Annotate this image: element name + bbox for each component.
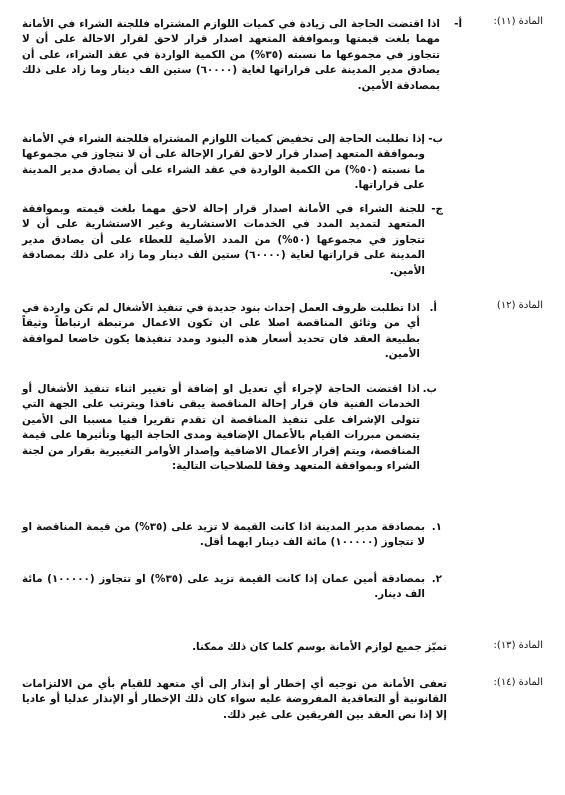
article-12-subitem-1-text: بمصادقة مدير المدينة اذا كانت القيمة لا تزيد على (٣٥%) من قيمة المناقصة او لا تتجاوز (١٠٠٠٠٠) مائة الف دينار ايهما أقل. xyxy=(22,521,425,549)
article-11-item-c-marker: ج- xyxy=(431,203,443,215)
article-14-text: تعفى الأمانة من توجيه أي إخطار أو إنذار إلى أي متعهد للقيام بأي من الالتزامات القانونية أو التعاقدية المفروضة عليه سواء كان ذلك الإخطار أو الإنذار عدليا أو عاديا إلا إذا نص العقد بين الفريقين على غير ذلك. xyxy=(22,678,447,721)
article-12-item-a-text: اذا تطلبت ظروف العمل إحداث بنود جديدة في تنفيذ الأشغال لم تكن واردة في أي من وثائق المناقصة اصلا على ان تكون الاعمال مرتبطة ارتباطاً وثيقاً بطبيعة العقد فان تحديد أسعار هذه البنود ومدد تنفيذها يكون خاضعا لموافقة الأمين. xyxy=(22,302,420,361)
article-11-label: المادة (١١): xyxy=(493,16,543,27)
article-11-item-b-marker: ب- xyxy=(428,133,443,145)
article-12-subitem-1-number: ١. xyxy=(431,521,442,533)
article-13-label: المادة (١٣): xyxy=(493,640,543,651)
article-11-item-a-text: اذا اقتضت الحاجة الى زيادة في كميات اللوازم المشتراه فللجنة الشراء في الأمانة مهما بلغت قيمتها وبموافقة المتعهد اصدار قرار لاحق لقرار الاحالة على أن لا تتجاوز في مجموعها ما نسبته (٣٥%) من الكمية الواردة في عقد الشراء، على أن يصادق مدير المدينة على قراراتها لغاية (٦٠٠٠٠) ستين الف دينار وما زاد على ذلك بمصادقة الأمين. xyxy=(22,18,441,92)
article-12-item-a-marker: أ. xyxy=(429,302,437,314)
article-11-item-c-text: للجنة الشراء في الأمانة اصدار قرار إحالة لاحق مهما بلغت قيمته وبموافقة المتعهد لتمديد المدد في الخدمات الاستشارية وغير الاستشارية على أن لا تتجاوز في مجموعها (٥٠%) من المدد الأصلية للعطاء على أن يصادق مدير المدينة على قراراتها لغاية (٦٠٠٠٠) ستين الف دينار وما زاد على ذلك بمصادقة الأمين. xyxy=(22,203,425,277)
article-12-subitem-2-number: ٢. xyxy=(431,573,442,585)
article-12-subitem-2-text: بمصادقة أمين عمان إذا كانت القيمة تزيد على (٣٥%) او تتجاوز (١٠٠٠٠٠) مائة الف دينار. xyxy=(22,573,425,601)
article-12-label: المادة (١٢) xyxy=(496,300,543,311)
article-11-item-b-text: إذا تطلبت الحاجة إلى تخفيض كميات اللوازم المشتراه فللجنة الشراء في الأمانة وبموافقة المتعهد إصدار قرار لاحق لقرار الإحالة على أن لا تتجاوز في مجموعها ما نسبته (٥٠%) من الكمية الواردة في عقد الشراء على أن يصادق مدير المدينة على قراراتها. xyxy=(22,133,425,192)
article-14-label: المادة (١٤): xyxy=(493,677,543,688)
article-12-item-b-marker: ب. xyxy=(422,383,437,395)
article-11-item-a-marker: أ- xyxy=(454,18,462,30)
article-12-item-b-text: اذا اقتضت الحاجة لإجراء أي تعديل او إضافة أو تغيير اثناء تنفيذ الأشغال أو الخدمات الفنية فان قرار إحالة المناقصة يبقى نافذا ويترتب على الجهة التي تتولى الإشراف على تنفيذ المناقصة ان تقدم تقريرا فنيا مسببا الى الأمين يتضمن مبررات القيام بالأعمال الإضافية ومدى الحاجة اليها وتأثيرها على قيمة المناقصة، ويتم إقرار الأعمال الاضافية وإصدار الأوامر التغييرية بقرار من لجنة الشراء وبموافقة المتعهد وفقا للصلاحيات التالية: xyxy=(22,383,420,473)
article-13-text: تميّز جميع لوازم الأمانة بوسم كلما كان ذلك ممكنا. xyxy=(192,641,447,653)
